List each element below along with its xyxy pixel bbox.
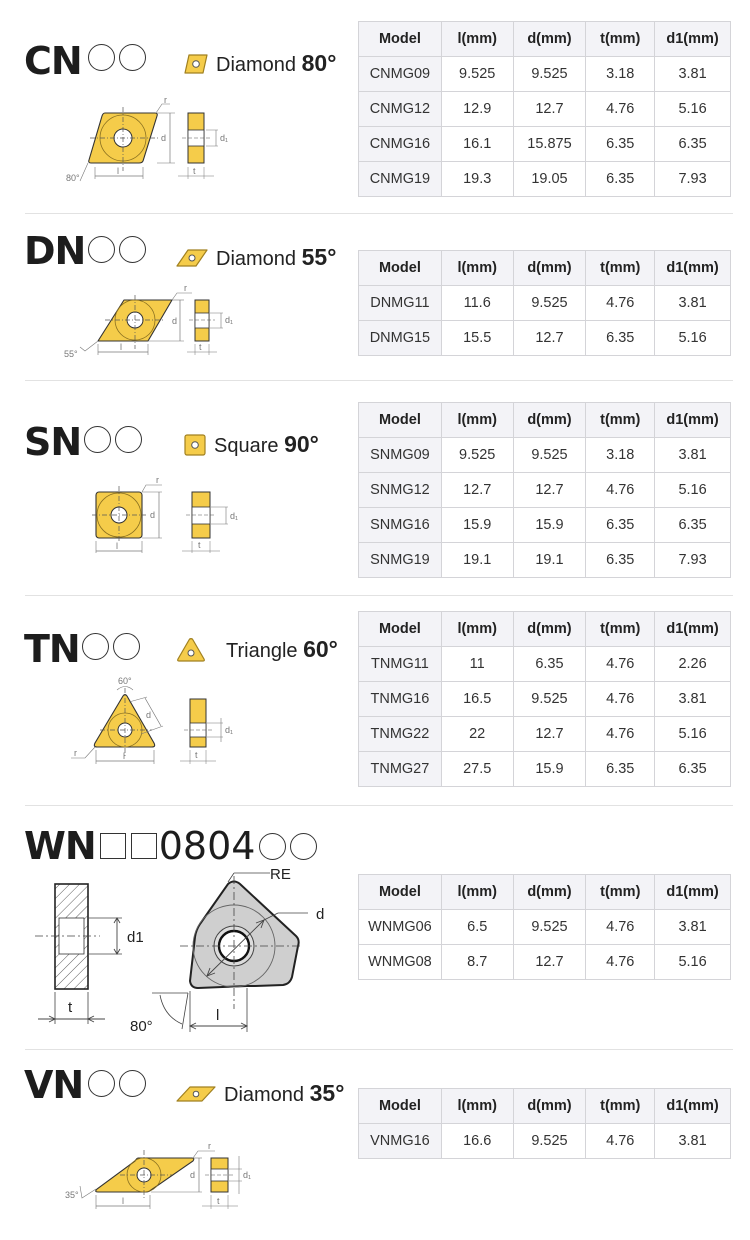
svg-text:l: l bbox=[123, 751, 125, 761]
table-row: SNMG19 19.1 19.1 6.35 7.93 bbox=[359, 543, 731, 578]
table-row: TNMG22 22 12.7 4.76 5.16 bbox=[359, 717, 731, 752]
svg-text:l: l bbox=[117, 166, 119, 176]
table-row: CNMG19 19.3 19.05 6.35 7.93 bbox=[359, 162, 731, 197]
spec-table-wn bbox=[358, 874, 731, 980]
table-row: TNMG16 16.5 9.525 4.76 3.81 bbox=[359, 682, 731, 717]
cn-insert-diagram bbox=[60, 95, 260, 190]
sn-insert-diagram bbox=[80, 475, 260, 561]
table-row: TNMG27 27.5 15.9 6.35 6.35 bbox=[359, 752, 731, 787]
shape-name: Diamond bbox=[216, 248, 297, 270]
shape-label bbox=[176, 636, 338, 663]
d-label: d bbox=[316, 906, 325, 923]
insert-code: SN bbox=[24, 420, 82, 464]
table-row: WNMG08 8.7 12.7 4.76 5.16 bbox=[359, 945, 731, 980]
table-row: SNMG12 12.7 12.7 4.76 5.16 bbox=[359, 473, 731, 508]
svg-text:d: d bbox=[150, 510, 156, 520]
svg-text:r: r bbox=[208, 1141, 211, 1151]
shape-angle: 60° bbox=[303, 636, 338, 662]
table-row: CNMG16 16.1 15.875 6.35 6.35 bbox=[359, 127, 731, 162]
section-sn bbox=[0, 381, 750, 594]
svg-text:d₁: d₁ bbox=[220, 133, 229, 143]
spec-table-tn bbox=[358, 611, 731, 787]
table-header-row: Model l(mm) d(mm) t(mm) d1(mm) bbox=[359, 22, 731, 57]
code-placeholder-circles bbox=[88, 1070, 146, 1097]
svg-text:r: r bbox=[184, 283, 187, 293]
dn-insert-diagram bbox=[60, 283, 260, 374]
svg-text:t: t bbox=[193, 166, 196, 176]
svg-text:l: l bbox=[116, 541, 118, 551]
code-placeholder-circles bbox=[84, 426, 142, 453]
section-wn bbox=[0, 806, 750, 1048]
spec-table-vn bbox=[358, 1088, 731, 1159]
table-header-row: Model l(mm) d(mm) t(mm) d1(mm) bbox=[359, 251, 731, 286]
section-tn bbox=[0, 596, 750, 804]
table-row: DNMG15 15.5 12.7 6.35 5.16 bbox=[359, 321, 731, 356]
insert-code: CN bbox=[24, 39, 82, 83]
triangle-insert-icon bbox=[176, 637, 206, 663]
diamond-35-insert-icon bbox=[176, 1085, 216, 1103]
re-label: RE bbox=[270, 866, 291, 883]
code-placeholder-circles bbox=[259, 833, 317, 860]
svg-text:t: t bbox=[199, 342, 202, 352]
insert-code: WN bbox=[24, 824, 96, 868]
d1-label: d1 bbox=[127, 929, 144, 946]
svg-text:55°: 55° bbox=[64, 349, 78, 359]
shape-name: Square bbox=[214, 435, 279, 457]
svg-text:d₁: d₁ bbox=[243, 1170, 252, 1180]
square-insert-icon bbox=[184, 434, 206, 456]
svg-text:80°: 80° bbox=[66, 173, 80, 183]
svg-text:l: l bbox=[216, 1007, 220, 1024]
shape-name: Triangle bbox=[226, 640, 298, 662]
wn-code-heading bbox=[24, 824, 317, 868]
vn-insert-diagram bbox=[60, 1141, 260, 1238]
tn-insert-diagram bbox=[65, 678, 255, 773]
spec-table-sn bbox=[358, 402, 731, 578]
svg-text:r: r bbox=[74, 748, 77, 758]
svg-text:d₁: d₁ bbox=[225, 725, 234, 735]
shape-name: Diamond bbox=[224, 1084, 305, 1106]
table-row: TNMG11 11 6.35 4.76 2.26 bbox=[359, 647, 731, 682]
code-placeholder-squares bbox=[100, 833, 157, 859]
svg-text:l: l bbox=[120, 342, 122, 352]
table-row: CNMG09 9.525 9.525 3.18 3.81 bbox=[359, 57, 731, 92]
insert-code: TN bbox=[24, 627, 80, 671]
insert-code: VN bbox=[24, 1063, 84, 1107]
wn-insert-diagram bbox=[128, 864, 343, 1034]
section-cn bbox=[0, 0, 750, 212]
section-dn bbox=[0, 214, 750, 379]
insert-code: DN bbox=[24, 229, 86, 273]
table-row: CNMG12 12.9 12.7 4.76 5.16 bbox=[359, 92, 731, 127]
svg-text:d: d bbox=[172, 316, 178, 326]
code-placeholder-circles bbox=[82, 633, 140, 660]
code-placeholder-circles bbox=[88, 44, 146, 71]
svg-text:35°: 35° bbox=[65, 1190, 79, 1200]
svg-text:d: d bbox=[190, 1170, 196, 1180]
svg-text:80°: 80° bbox=[130, 1018, 153, 1035]
svg-text:d: d bbox=[146, 710, 152, 720]
shape-angle: 80° bbox=[301, 50, 337, 76]
svg-text:l: l bbox=[122, 1196, 124, 1206]
spec-table-cn bbox=[358, 21, 731, 197]
shape-label bbox=[184, 431, 319, 458]
table-row: DNMG11 11.6 9.525 4.76 3.81 bbox=[359, 286, 731, 321]
diamond-55-insert-icon bbox=[176, 248, 208, 268]
shape-angle: 35° bbox=[309, 1080, 345, 1106]
insert-code-suffix: 0804 bbox=[158, 824, 256, 868]
table-header-row: Model l(mm) d(mm) t(mm) d1(mm) bbox=[359, 875, 731, 910]
table-row: VNMG16 16.6 9.525 4.76 3.81 bbox=[359, 1124, 731, 1159]
table-header-row: Model l(mm) d(mm) t(mm) d1(mm) bbox=[359, 612, 731, 647]
svg-text:d₁: d₁ bbox=[230, 511, 239, 521]
table-header-row: Model l(mm) d(mm) t(mm) d1(mm) bbox=[359, 1089, 731, 1124]
svg-text:t: t bbox=[68, 999, 73, 1016]
table-row: WNMG06 6.5 9.525 4.76 3.81 bbox=[359, 910, 731, 945]
shape-angle: 90° bbox=[284, 431, 319, 457]
svg-text:r: r bbox=[164, 95, 167, 105]
spec-table-dn bbox=[358, 250, 731, 356]
shape-label bbox=[184, 50, 336, 77]
svg-text:d: d bbox=[161, 133, 167, 143]
svg-text:60°: 60° bbox=[118, 676, 132, 686]
svg-text:t: t bbox=[195, 750, 198, 760]
table-header-row: Model l(mm) d(mm) t(mm) d1(mm) bbox=[359, 403, 731, 438]
svg-text:d₁: d₁ bbox=[225, 315, 234, 325]
table-row: SNMG09 9.525 9.525 3.18 3.81 bbox=[359, 438, 731, 473]
diamond-80-insert-icon bbox=[184, 53, 208, 75]
svg-text:r: r bbox=[156, 475, 159, 485]
shape-label bbox=[176, 1080, 344, 1107]
section-vn bbox=[0, 1050, 750, 1206]
svg-text:t: t bbox=[217, 1196, 220, 1206]
shape-label bbox=[176, 244, 336, 271]
table-row: SNMG16 15.9 15.9 6.35 6.35 bbox=[359, 508, 731, 543]
svg-text:t: t bbox=[198, 540, 201, 550]
code-placeholder-circles bbox=[88, 236, 146, 263]
shape-angle: 55° bbox=[301, 244, 337, 270]
shape-name: Diamond bbox=[216, 54, 297, 76]
